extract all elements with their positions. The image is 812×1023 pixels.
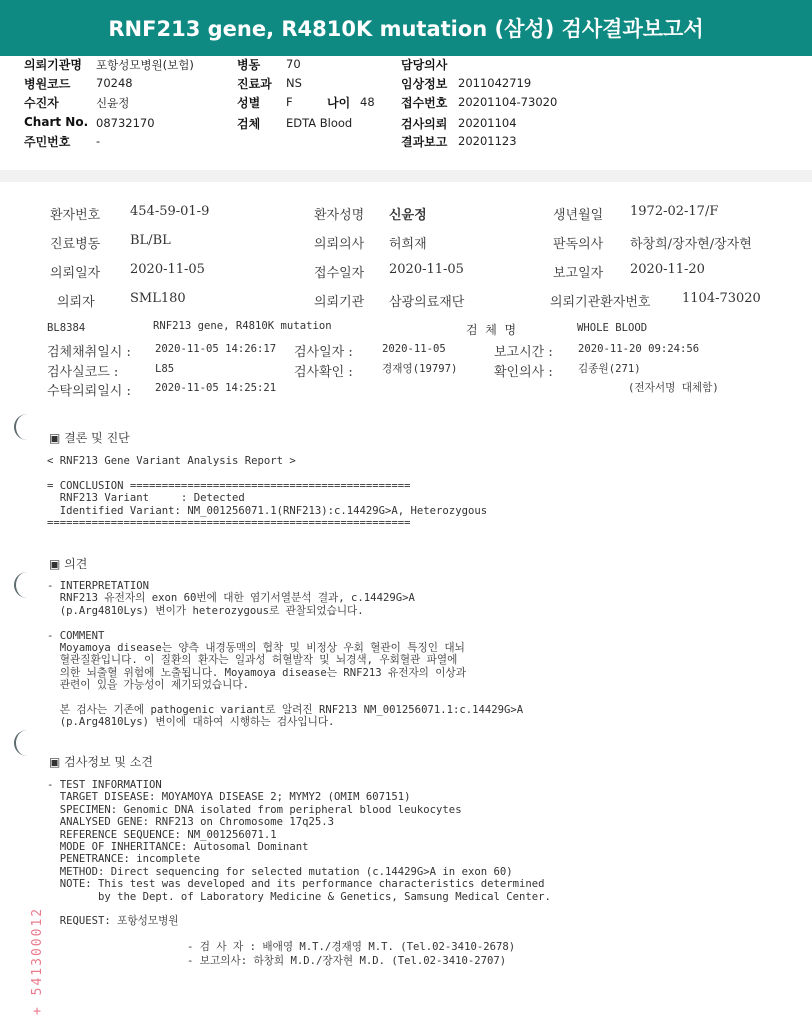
header-label: 결과보고 — [401, 135, 448, 149]
field-label: 의뢰일자 — [50, 266, 101, 281]
field-label: 검체채취일시 : — [47, 345, 131, 360]
order-info-header — [0, 56, 812, 171]
report-title: RNF213 gene, R4810K mutation (삼성) 검사결과보고서 — [0, 0, 812, 56]
field-value: BL/BL — [130, 233, 171, 248]
reporting-doctor-signature: - 보고의사: 하창희 M.D./장자현 M.D. (Tel.02-3410-2707) — [187, 955, 507, 967]
field-label: 환자번호 — [50, 208, 101, 223]
section-title-conclusion: ▣ 결론 및 진단 — [49, 431, 130, 445]
section-title-opinion: ▣ 의견 — [49, 557, 88, 571]
opinion-body: - INTERPRETATION RNF213 유전자의 exon 60번에 대한 염기서열분석 결과, c.14429G>A (p.Arg4810Lys) 변이가 heterozygous로 관찰되었습니다. - COMMENT Moyamoya disease는 양측 내경동맥의 협착 및 비정상 우회 혈관이 특징인 대뇌 혈관질환입니다. 이 질환의 환자는 일과성 허혈발작 및 뇌경색, 우회혈관 파열에 의한 뇌출혈 위험에 노출됩니다. Moyamoya disease는 RNF213 유전자의 이상과 관련이 있을 가능성이 제기되었습니다. 본 검사는 기존에 pathogenic variant로 알려진 RNF213 NM_001256071.1:c.14429G>A (p.Arg4810Lys) 변이에 대하여 시행하는 검사입니다. — [47, 580, 524, 729]
test-info-body: - TEST INFORMATION TARGET DISEASE: MOYAMOYA DISEASE 2; MYMY2 (OMIM 607151) SPECIMEN: Genomic DNA isolated from peripheral blood leukocytes ANALYSED GENE: RNF213 on Chromosome 17q25.3 REFERENCE SEQUENCE: NM_001256071.1 MODE OF INHERITANCE: Autosomal Dominant PENETRANCE: incomplete METHOD: Direct sequencing for selected mutation (c.14429G>A in exon 60) NOTE: This test was developed and its performance characteristics determined by the Dept. of Laboratory Medicine & Genetics, Samsung Medical Center. REQUEST: 포항성모병원 — [47, 779, 551, 928]
field-label: 보고일자 — [553, 266, 604, 281]
binder-hole-icon — [14, 730, 38, 756]
header-value: 20201123 — [458, 134, 517, 148]
field-label: 의뢰기관환자번호 — [550, 295, 651, 310]
header-label: 검체 — [237, 117, 261, 131]
header-value: 08732170 — [96, 116, 155, 130]
field-value: 2020-11-05 14:25:21 — [155, 382, 277, 394]
field-value: 하창희/장자현/장자현 — [630, 237, 752, 252]
checkbox-square-icon: ▣ — [49, 755, 61, 769]
field-label: 의뢰자 — [57, 295, 95, 310]
header-value: 70 — [286, 57, 301, 71]
test-name: RNF213 gene, R4810K mutation — [153, 320, 332, 332]
field-value: 2020-11-05 — [382, 343, 446, 355]
header-value: EDTA Blood — [286, 116, 353, 130]
header-label: 접수번호 — [401, 96, 448, 110]
field-label: 검사일자 : — [294, 345, 353, 360]
field-label: 생년월일 — [553, 208, 604, 223]
header-value: F — [286, 95, 293, 109]
field-value: 2020-11-05 14:26:17 — [155, 343, 277, 355]
field-label: 검사확인 : — [294, 365, 353, 380]
header-label: 성별 — [237, 96, 261, 110]
header-label: 검사의뢰 — [401, 117, 448, 131]
field-label: 확인의사 : — [494, 365, 553, 380]
field-label: 판독의사 — [553, 237, 604, 252]
checkbox-square-icon: ▣ — [49, 557, 61, 571]
header-value: 2011042719 — [458, 76, 532, 90]
field-value: 1104-73020 — [682, 291, 761, 306]
conclusion-body: < RNF213 Gene Variant Analysis Report > = CONCLUSION ============================================ RNF213 Variant : Detected Identified Variant: NM_001256071.1(RNF213):c.14429G>A, Heterozygous ========================================================= — [47, 455, 488, 530]
header-value: NS — [286, 76, 302, 90]
test-code: BL8384 — [47, 322, 86, 334]
specimen-value: WHOLE BLOOD — [577, 322, 648, 334]
field-label: 보고시간 : — [494, 345, 553, 360]
header-label: 담당의사 — [401, 58, 448, 72]
header-label: 진료과 — [237, 77, 272, 91]
header-value: - — [96, 134, 101, 148]
field-label: 의뢰기관 — [314, 295, 365, 310]
field-label: 환자성명 — [314, 208, 365, 223]
field-value: 신윤정 — [389, 208, 427, 223]
header-value: 포항성모병원(보험) — [96, 58, 194, 72]
header-label: 수진자 — [24, 96, 59, 110]
header-label: 임상정보 — [401, 77, 448, 91]
header-label: 병원코드 — [24, 77, 71, 91]
e-signature-note: (전자서명 대체함) — [628, 382, 719, 394]
age-label: 나이 — [327, 96, 351, 110]
header-value: 신윤정 — [96, 96, 130, 110]
field-value: 경재영(19797) — [382, 363, 458, 375]
field-value: L85 — [155, 363, 175, 375]
header-value: 70248 — [96, 76, 133, 90]
header-label: 병동 — [237, 58, 261, 72]
binder-hole-icon — [14, 414, 38, 440]
field-value: 1972-02-17/F — [630, 204, 719, 219]
field-value: 2020-11-05 — [130, 262, 205, 277]
field-value: SML180 — [130, 291, 186, 306]
header-value: 20201104-73020 — [458, 95, 558, 109]
field-value: 삼광의료재단 — [389, 295, 465, 310]
header-value: 20201104 — [458, 116, 517, 130]
header-label: 주민번호 — [24, 135, 71, 149]
field-label: 검사실코드 : — [47, 365, 119, 380]
field-label: 진료병동 — [50, 237, 101, 252]
field-label: 접수일자 — [314, 266, 365, 281]
header-label: Chart No. — [24, 115, 89, 129]
header-label: 의뢰기관명 — [24, 58, 82, 72]
specimen-label: 검 체 명 — [466, 323, 517, 337]
field-value: 김종원(271) — [578, 363, 641, 375]
field-value: 2020-11-20 09:24:56 — [578, 343, 700, 355]
field-label: 의뢰의사 — [314, 237, 365, 252]
age-value: 48 — [360, 95, 375, 109]
field-value: 2020-11-20 — [630, 262, 705, 277]
document-id-stamp: + 541300012 — [30, 906, 45, 1015]
checkbox-square-icon: ▣ — [49, 431, 61, 445]
section-title-test-info: ▣ 검사정보 및 소견 — [49, 755, 153, 769]
field-value: 2020-11-05 — [389, 262, 464, 277]
field-value: 허희재 — [389, 237, 427, 252]
scanned-report — [0, 182, 812, 1023]
field-value: 454-59-01-9 — [130, 204, 210, 219]
field-label: 수탁의뢰일시 : — [47, 384, 131, 399]
section-divider — [0, 170, 812, 182]
examiner-signature: - 검 사 자 : 배애영 M.T./경재영 M.T. (Tel.02-3410-2678) — [187, 941, 516, 953]
binder-hole-icon — [14, 572, 38, 598]
